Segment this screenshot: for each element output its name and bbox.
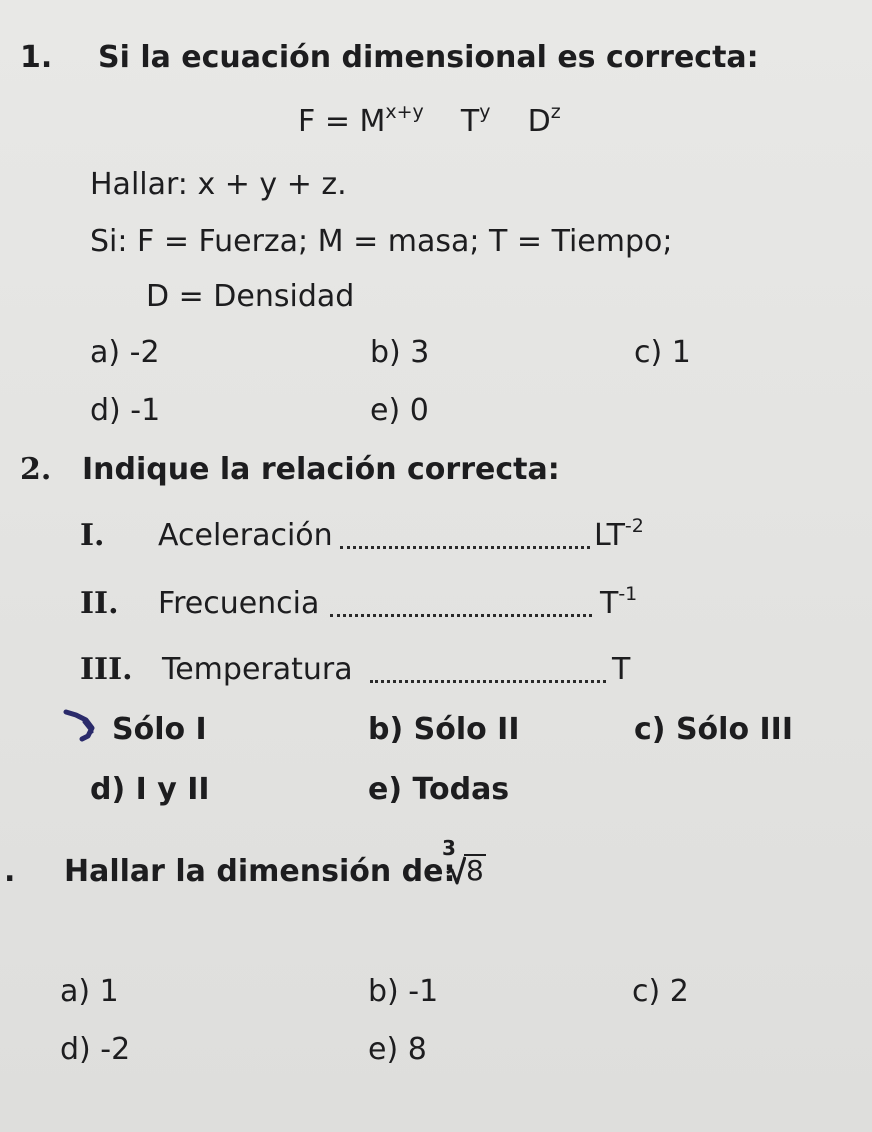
q1-given-line2: D = Densidad [146,279,355,314]
q2-item3-name: Temperatura [162,652,353,687]
q3-option-c: c) 2 [632,974,689,1009]
q1-number: 1. [20,40,53,75]
q1-option-e: e) 0 [370,393,429,428]
q2-title: Indique la relación correcta: [82,452,560,487]
eq-m-exp: x+y [385,101,424,123]
q2-item2-name: Frecuencia [158,586,320,621]
q3-number: . [4,854,16,889]
q2-item1-roman: I. [80,518,105,553]
q1-given-line1: Si: F = Fuerza; M = masa; T = Tiempo; [90,224,673,259]
q2-item3-dim: T [612,652,631,687]
q3-option-d: d) -2 [60,1032,131,1067]
q2-item2-exp: -1 [618,583,638,605]
q1-title: Si la ecuación dimensional es correcta: [98,40,759,75]
q2-item1-exp: -2 [624,515,644,537]
root-radicand: 8 [466,854,484,887]
q2-option-c: c) Sólo III [634,712,793,747]
q2-item1-name: Aceleración [158,518,333,553]
q3-title: Hallar la dimensión de: [64,854,456,889]
q1-equation [298,101,561,143]
radical-sign-icon [446,856,466,886]
q2-option-b: b) Sólo II [368,712,520,747]
q1-option-c: c) 1 [634,335,691,370]
q2-item1-leader [340,546,590,549]
eq-sign: = [324,104,350,139]
q2-option-e: e) Todas [368,772,510,807]
q3-option-b: b) -1 [368,974,439,1009]
q1-option-d: d) -1 [90,393,161,428]
eq-d: D [527,104,551,139]
eq-d-exp: z [550,101,561,123]
q3-option-a: a) 1 [60,974,119,1009]
q2-item3-leader [370,680,606,683]
q1-find: Hallar: x + y + z. [90,167,347,202]
q1-option-b: b) 3 [370,335,430,370]
q2-item1-dim: $LT^{-2}$ [594,515,644,553]
q2-item2-roman: II. [80,586,119,621]
cube-root-expression [440,836,500,886]
eq-t-exp: y [479,101,491,123]
eq-lhs: F [298,104,316,139]
q2-item2-leader [330,614,592,617]
q2-option-a: Sólo I [112,712,207,747]
q1-option-a: a) -2 [90,335,160,370]
eq-m: M [359,104,386,139]
q2-option-d: d) I y II [90,772,210,807]
q3-option-e: e) 8 [368,1032,427,1067]
pen-mark-icon [62,706,98,742]
q2-item2-dim: $T^{-1}$ [600,583,638,621]
q2-number: 2. [20,452,52,487]
eq-t: T [460,104,480,139]
root-index: 3 [442,836,456,860]
q2-item3-roman: III. [80,652,133,687]
